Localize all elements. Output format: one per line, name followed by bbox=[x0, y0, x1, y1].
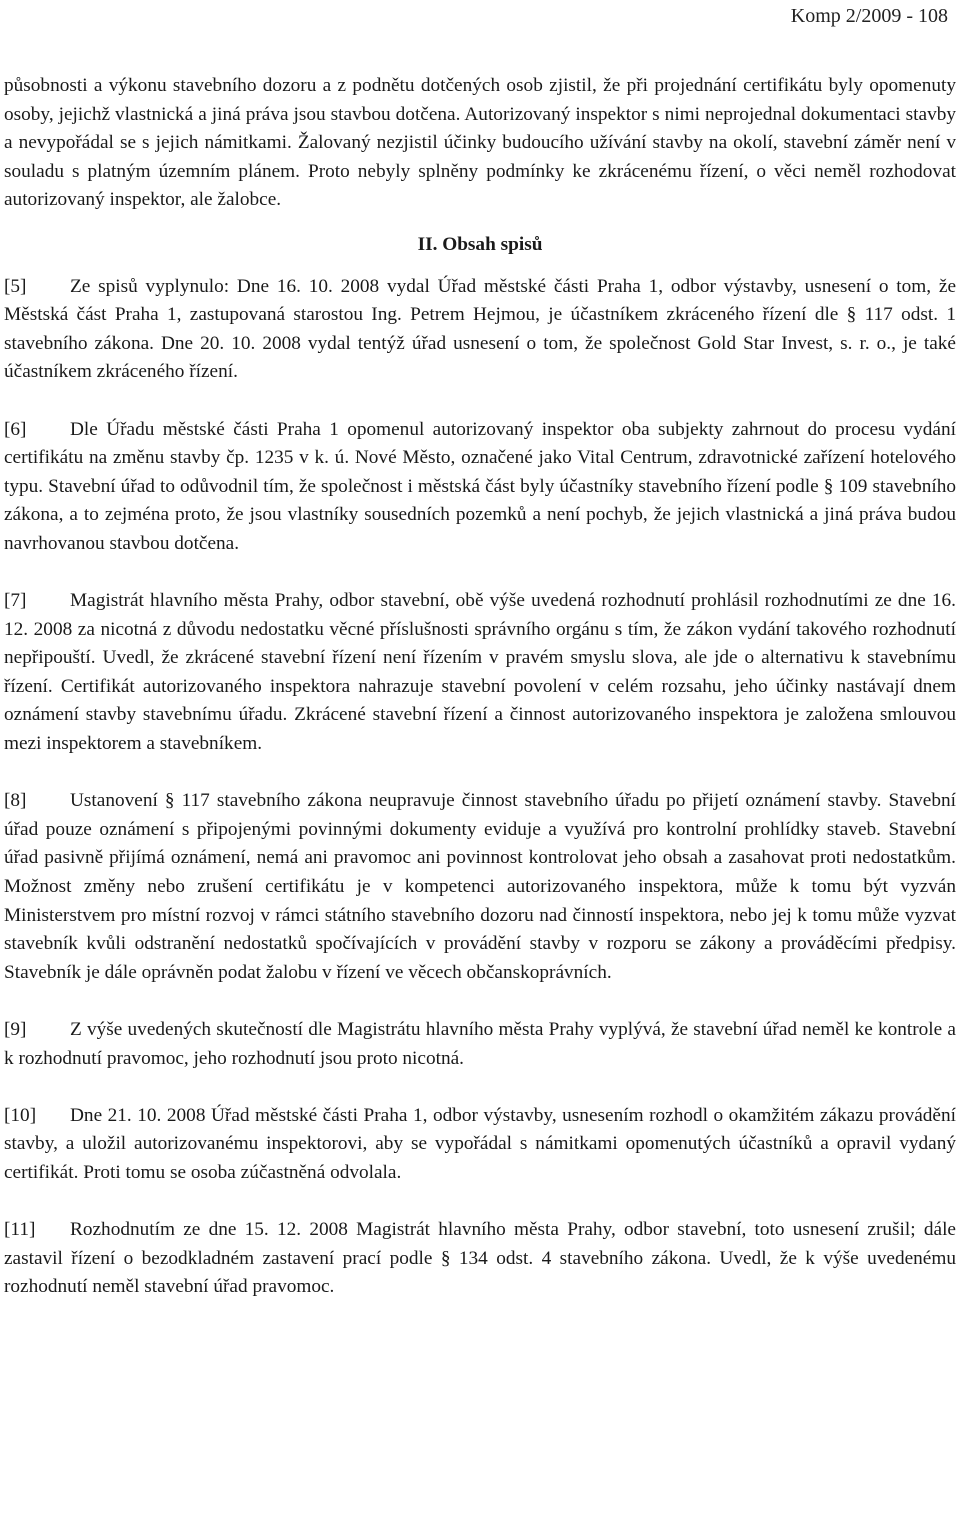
paragraph-text: Dle Úřadu městské části Praha 1 opomenul autorizovaný inspektor oba subjekty zahrnout do procesu vydání certifikátu na změnu stavby čp. 1235 v k. ú. Nové Město, označené jako Vital Centrum, zdravotnické zařízení hotelového typu. Stavební úřad to odůvodnil tím, že společnost i městská část byly účastníky stavebního řízení podle § 109 stavebního zákona, a to zejména proto, že jsou vlastníky sousedních pozemků a není pochyb, že jejich vlastnická a jiná práva budou navrhovanou stavbou dotčena. bbox=[4, 418, 956, 554]
paragraph-text: Rozhodnutím ze dne 15. 12. 2008 Magistrát hlavního města Prahy, odbor stavební, toto usnesení zrušil; dále zastavil řízení o bezodkladném zastavení prací podle § 134 odst. 4 stavebního zákona. Uvedl, že k výše uvedenému rozhodnutí neměl stavební úřad pravomoc. bbox=[4, 1219, 956, 1298]
paragraph-number: [9] bbox=[4, 1019, 27, 1040]
paragraph-8 bbox=[4, 787, 956, 987]
paragraph-number: [5] bbox=[4, 275, 27, 297]
document-body bbox=[4, 72, 956, 1331]
paragraph-text: Ustanovení § 117 stavebního zákona neupravuje činnost stavebního úřadu po přijetí oznámení stavby. Stavební úřad pouze oznámení s připojenými povinnými dokumenty eviduje a využívá pro kontrolní prohlídky staveb. Stavební úřad pasivně přijímá oznámení, nemá ani pravomoc ani povinnost kontrolovat jeho obsah a zasahovat proti nedostatkům. Možnost změny nebo zrušení certifikátu je v kompetenci autorizovaného inspektora, může k tomu být vyzván Ministerstvem pro místní rozvoj v rámci státního stavebního dozoru nad činností inspektora, nebo jej k tomu může vyzvat stavebník kvůli odstranění nedostatků spočívajících v provádění stavby v rozporu se zákony a prováděcími předpisy. Stavebník je dále oprávněn podat žalobu v řízení ve věcech občanskoprávních. bbox=[4, 790, 956, 983]
paragraph-text: Magistrát hlavního města Prahy, odbor stavební, obě výše uvedená rozhodnutí prohlásil rozhodnutími ze dne 16. 12. 2008 za nicotná z důvodu nedostatku věcné příslušnosti správního orgánu s tím, že zákon vydání takového rozhodnutí nepřipouští. Uvedl, že zkrácené stavební řízení není řízením v pravém smyslu slova, ale jde o alternativu k stavebnímu řízení. Certifikát autorizovaného inspektora nahrazuje stavební povolení v celém rozsahu, jeho účinky nastávají dnem oznámení stavby stavebnímu úřadu. Zkrácené stavební řízení a činnost autorizovaného inspektora je založena smlouvou mezi inspektorem a stavebníkem. bbox=[4, 590, 956, 755]
paragraph-number: [10] bbox=[4, 1104, 37, 1126]
paragraph-text: Z výše uvedených skutečností dle Magistrátu hlavního města Prahy vyplývá, že stavební úřad neměl ke kontrole a k rozhodnutí pravomoc, jeho rozhodnutí jsou proto nicotná. bbox=[4, 1019, 956, 1069]
paragraph-9 bbox=[4, 1016, 956, 1073]
paragraph-number: [8] bbox=[4, 790, 27, 812]
paragraph-6 bbox=[4, 416, 956, 559]
section-heading: II. Obsah spisů bbox=[417, 233, 543, 255]
paragraph-number: [11] bbox=[4, 1219, 36, 1241]
paragraph-text: Ze spisů vyplynulo: Dne 16. 10. 2008 vydal Úřad městské části Praha 1, odbor výstavby, usnesení o tom, že Městská část Praha 1, zastupovaná starostou Ing. Petrem Hejmou, je účastníkem zkráceného řízení dle § 117 odst. 1 stavebního zákona. Dne 20. 10. 2008 vydal tentýž úřad usnesení o tom, že společnost Gold Star Invest, s. r. o., je také účastníkem zkráceného řízení. bbox=[4, 275, 956, 383]
intro-paragraph: působnosti a výkonu stavebního dozoru a z podnětu dotčených osob zjistil, že při projednání certifikátu byly opomenuty osoby, jejichž vlastnická a jiná práva jsou stavbou dotčena. Autorizovaný inspektor s nimi neprojednal dokumentaci stavby a nevypořádal se s jejich námitkami. Žalovaný nezjistil účinky budoucího užívání stavby na okolí, stavební záměr není v souladu s platným územním plánem. Proto nebyly splněny podmínky ke zkrácenému řízení, o věci neměl rozhodovat autorizovaný inspektor, ale žalobce. bbox=[4, 75, 956, 211]
paragraph-text: Dne 21. 10. 2008 Úřad městské části Praha 1, odbor výstavby, usnesením rozhodl o okamžitém zákazu provádění stavby, a uložil autorizovanému inspektorovi, aby se vypořádal s námitkami opomenutých účastníků a opravil vydaný certifikát. Proti tomu se osoba zúčastněná odvolala. bbox=[4, 1104, 956, 1183]
paragraph-7 bbox=[4, 587, 956, 759]
running-header: Komp 2/2009 - 108 bbox=[790, 5, 948, 27]
paragraph-11 bbox=[4, 1216, 956, 1302]
paragraph-5 bbox=[4, 273, 956, 387]
paragraph-number: [7] bbox=[4, 590, 27, 612]
paragraph-10 bbox=[4, 1102, 956, 1188]
paragraph-number: [6] bbox=[4, 418, 27, 440]
